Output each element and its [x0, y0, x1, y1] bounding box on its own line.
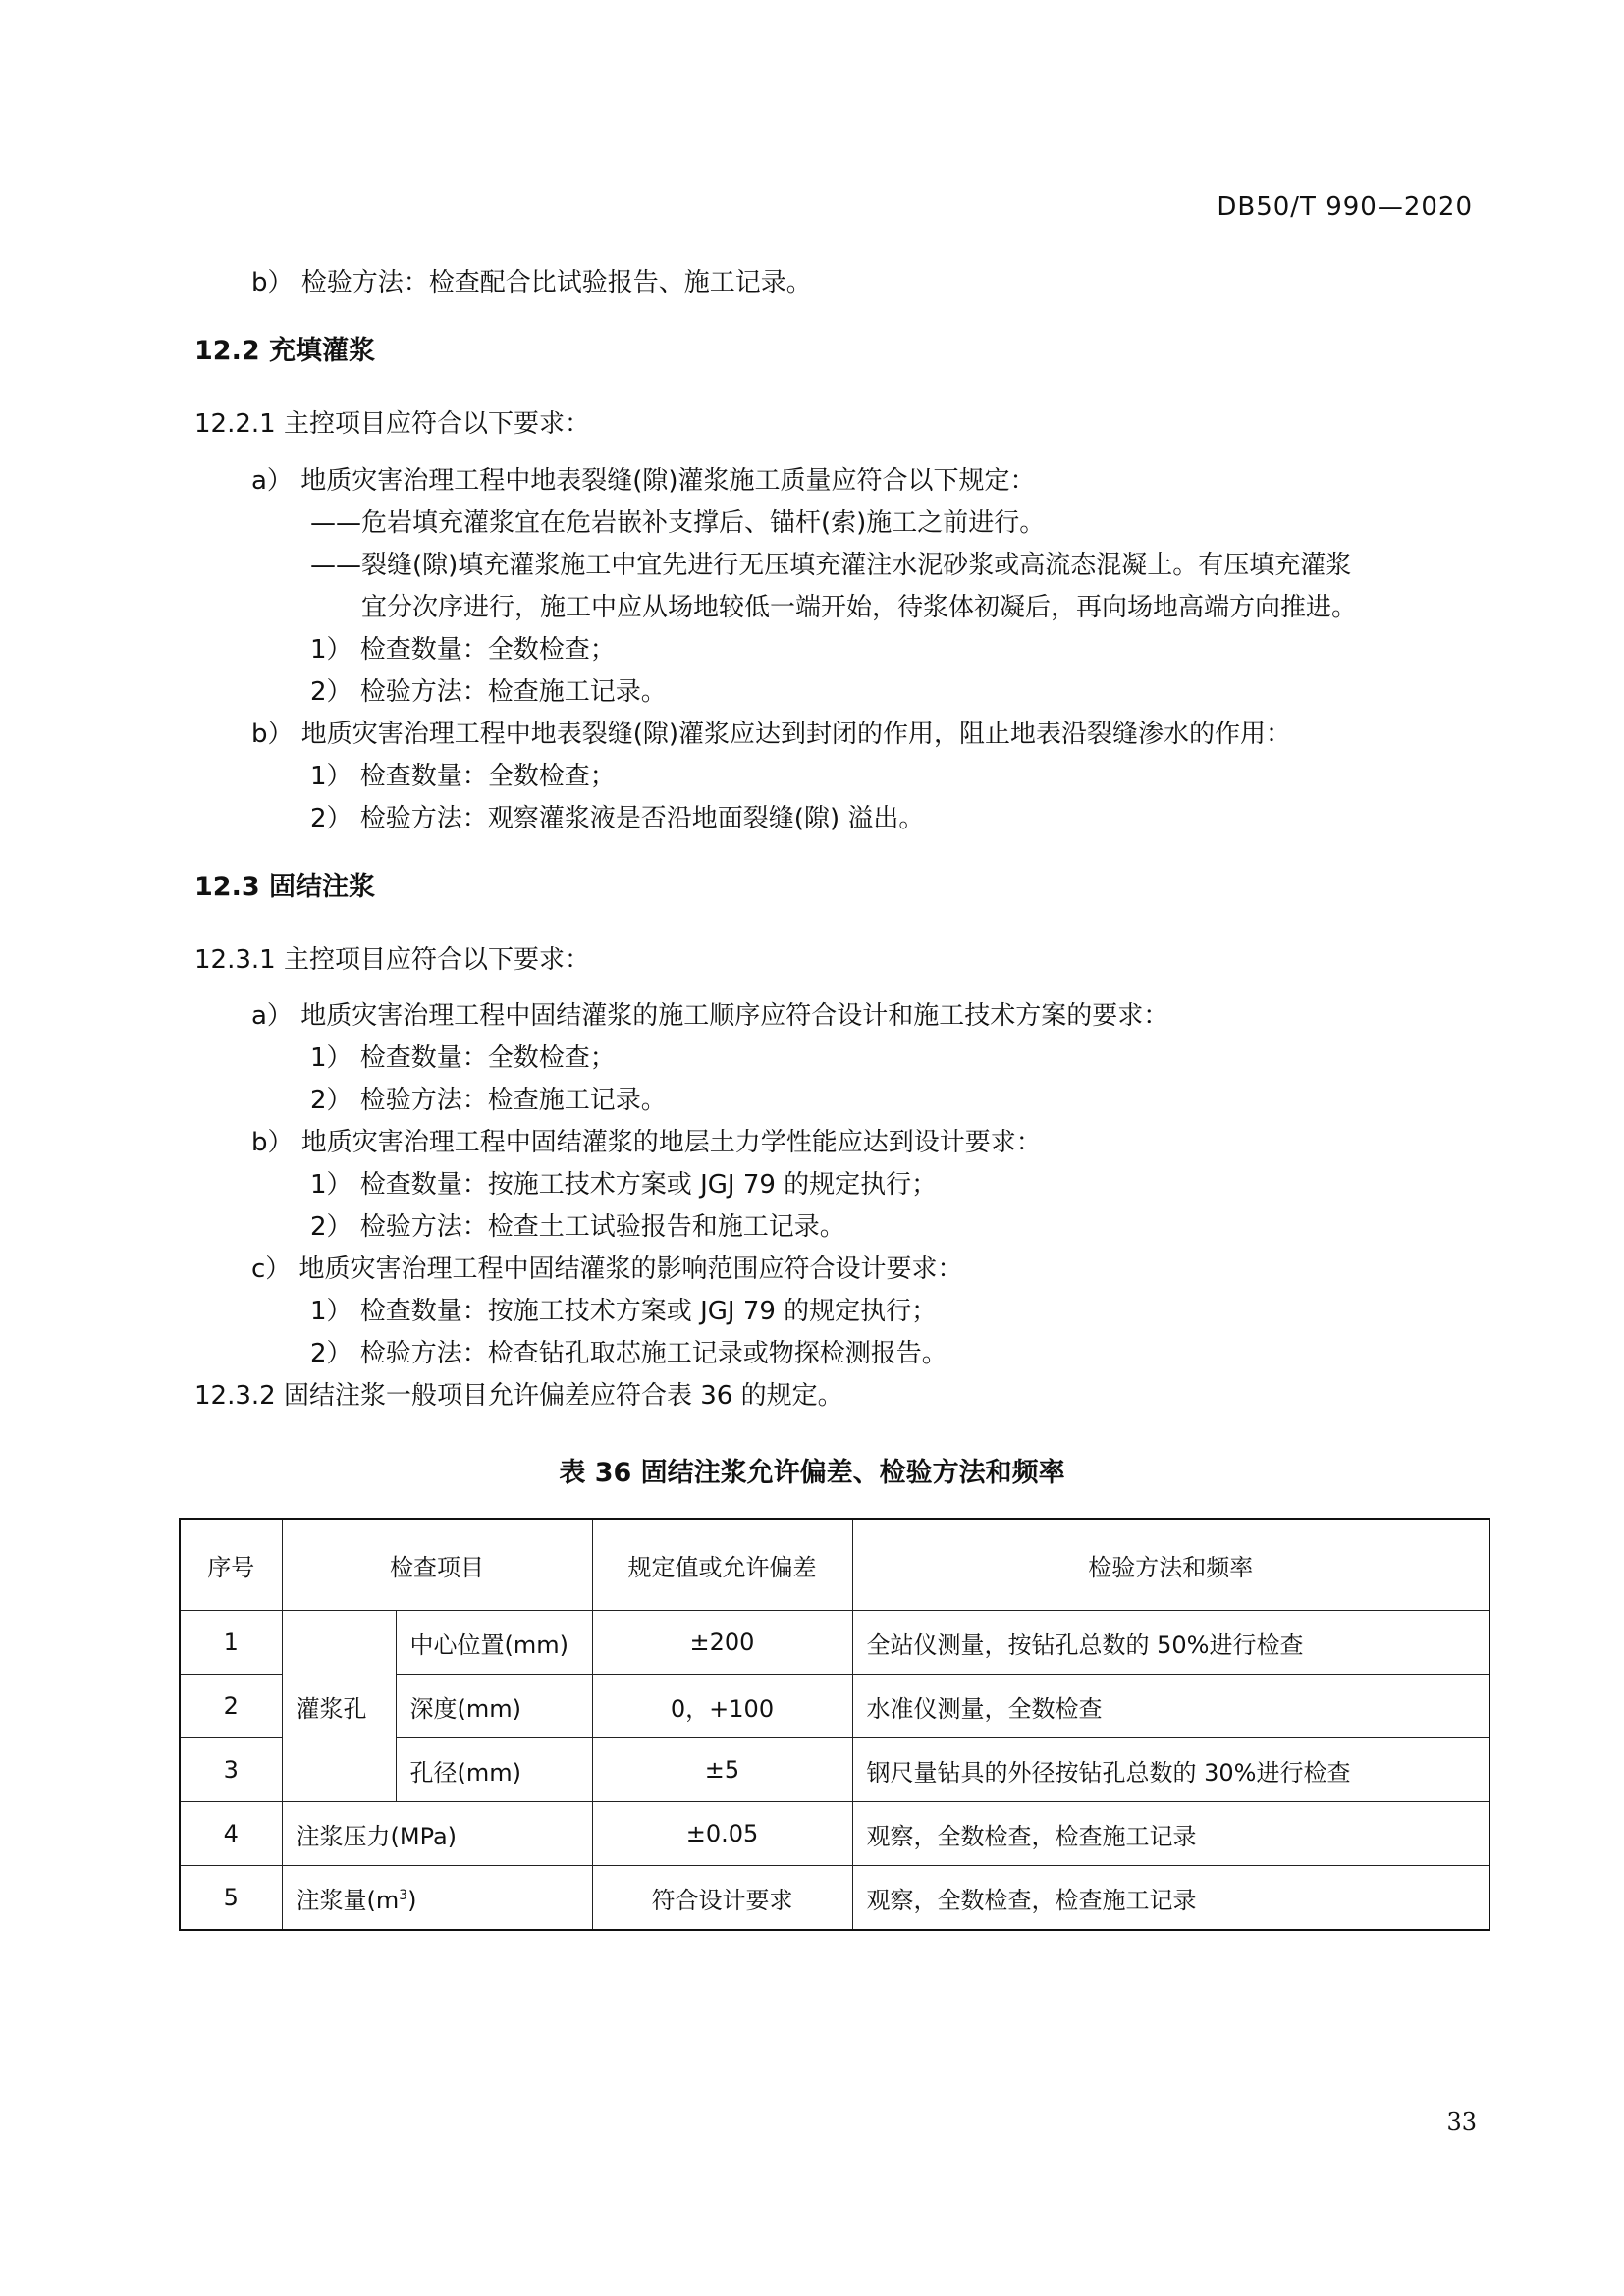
- sub-item-1: 1） 检查数量：按施工技术方案或 JGJ 79 的规定执行；: [310, 1170, 938, 1200]
- sub-item-2: 2） 检验方法：检查钻孔取芯施工记录或物探检测报告。: [310, 1339, 947, 1368]
- dash-item-2: ——裂缝(隙)填充灌浆施工中宜先进行无压填充灌注水泥砂浆或高流态混凝土。有压填充灌浆: [310, 551, 1352, 580]
- list-item-c: c） 地质灾害治理工程中固结灌浆的影响范围应符合设计要求：: [251, 1255, 963, 1284]
- clause-12-2-1: 12.2.1 主控项目应符合以下要求：: [194, 409, 590, 439]
- cell-method: 观察，全数检查，检查施工记录: [852, 1802, 1489, 1866]
- header-seq: 序号: [180, 1519, 282, 1611]
- cell-method: 全站仪测量，按钻孔总数的 50%进行检查: [852, 1611, 1489, 1675]
- table-row: [180, 1611, 1489, 1675]
- section-12-3-heading: 12.3 固结注浆: [194, 872, 376, 902]
- tolerance-table: [179, 1518, 1490, 1931]
- sub-item-1: 1） 检查数量：全数检查；: [310, 762, 616, 791]
- cell-seq: 2: [180, 1675, 282, 1738]
- cell-method: 钢尺量钻具的外径按钻孔总数的 30%进行检查: [852, 1738, 1489, 1802]
- sub-item-1: 1） 检查数量：全数检查；: [310, 1043, 616, 1073]
- list-item-b: b） 地质灾害治理工程中固结灌浆的地层土力学性能应达到设计要求：: [251, 1128, 1042, 1157]
- header-method: 检验方法和频率: [852, 1519, 1489, 1611]
- sub-item-2: 2） 检验方法：检查施工记录。: [310, 677, 667, 707]
- sub-item-1: 1） 检查数量：全数检查；: [310, 635, 616, 665]
- cell-item-superscript: 3: [399, 1887, 408, 1903]
- header-tolerance: 规定值或允许偏差: [592, 1519, 852, 1611]
- cell-seq: 5: [180, 1866, 282, 1931]
- cell-seq: 1: [180, 1611, 282, 1675]
- cell-seq: 3: [180, 1738, 282, 1802]
- cell-tolerance: 符合设计要求: [592, 1866, 852, 1931]
- cell-method: 水准仪测量，全数检查: [852, 1675, 1489, 1738]
- dash-item-2-continued: 宜分次序进行，施工中应从场地较低一端开始，待浆体初凝后，再向场地高端方向推进。: [361, 593, 1358, 622]
- table-title: 表 36 固结注浆允许偏差、检验方法和频率: [559, 1458, 1065, 1488]
- clause-12-3-1: 12.3.1 主控项目应符合以下要求：: [194, 945, 590, 975]
- sub-item-2: 2） 检验方法：观察灌浆液是否沿地面裂缝(隙) 溢出。: [310, 804, 925, 833]
- header-item: 检查项目: [282, 1519, 592, 1611]
- table-row: [180, 1802, 1489, 1866]
- clause-12-3-2: 12.3.2 固结注浆一般项目允许偏差应符合表 36 的规定。: [194, 1381, 843, 1411]
- cell-tolerance: ±200: [592, 1611, 852, 1675]
- dash-item-1: ——危岩填充灌浆宜在危岩嵌补支撑后、锚杆(索)施工之前进行。: [310, 508, 1046, 538]
- cell-item: [282, 1866, 592, 1931]
- sub-item-2: 2） 检验方法：检查土工试验报告和施工记录。: [310, 1212, 845, 1242]
- cell-item: 注浆压力(MPa): [282, 1802, 592, 1866]
- list-item-a: a） 地质灾害治理工程中固结灌浆的施工顺序应符合设计和施工技术方案的要求：: [251, 1001, 1169, 1031]
- cell-item: 深度(mm): [396, 1675, 592, 1738]
- cell-item: 孔径(mm): [396, 1738, 592, 1802]
- item-b-inspection-method: b） 检验方法：检查配合比试验报告、施工记录。: [251, 268, 812, 297]
- cell-item-tail: ): [407, 1886, 417, 1914]
- sub-item-1: 1） 检查数量：按施工技术方案或 JGJ 79 的规定执行；: [310, 1297, 938, 1326]
- cell-tolerance: ±0.05: [592, 1802, 852, 1866]
- list-item-b: b） 地质灾害治理工程中地表裂缝(隙)灌浆应达到封闭的作用，阻止地表沿裂缝渗水的作用：: [251, 720, 1292, 749]
- section-12-2-heading: 12.2 充填灌浆: [194, 336, 376, 366]
- table-row: [180, 1866, 1489, 1931]
- sub-item-2: 2） 检验方法：检查施工记录。: [310, 1086, 667, 1115]
- cell-seq: 4: [180, 1802, 282, 1866]
- list-item-a: a） 地质灾害治理工程中地表裂缝(隙)灌浆施工质量应符合以下规定：: [251, 466, 1036, 496]
- cell-group-label: 灌浆孔: [282, 1611, 396, 1802]
- cell-item: 中心位置(mm): [396, 1611, 592, 1675]
- page-number: 33: [1446, 2109, 1477, 2136]
- cell-method: 观察，全数检查，检查施工记录: [852, 1866, 1489, 1931]
- document-number: DB50/T 990—2020: [1217, 192, 1473, 222]
- cell-tolerance: ±5: [592, 1738, 852, 1802]
- cell-item-text: 注浆量(m: [296, 1886, 400, 1914]
- table-header-row: [180, 1519, 1489, 1611]
- cell-tolerance: 0，+100: [592, 1675, 852, 1738]
